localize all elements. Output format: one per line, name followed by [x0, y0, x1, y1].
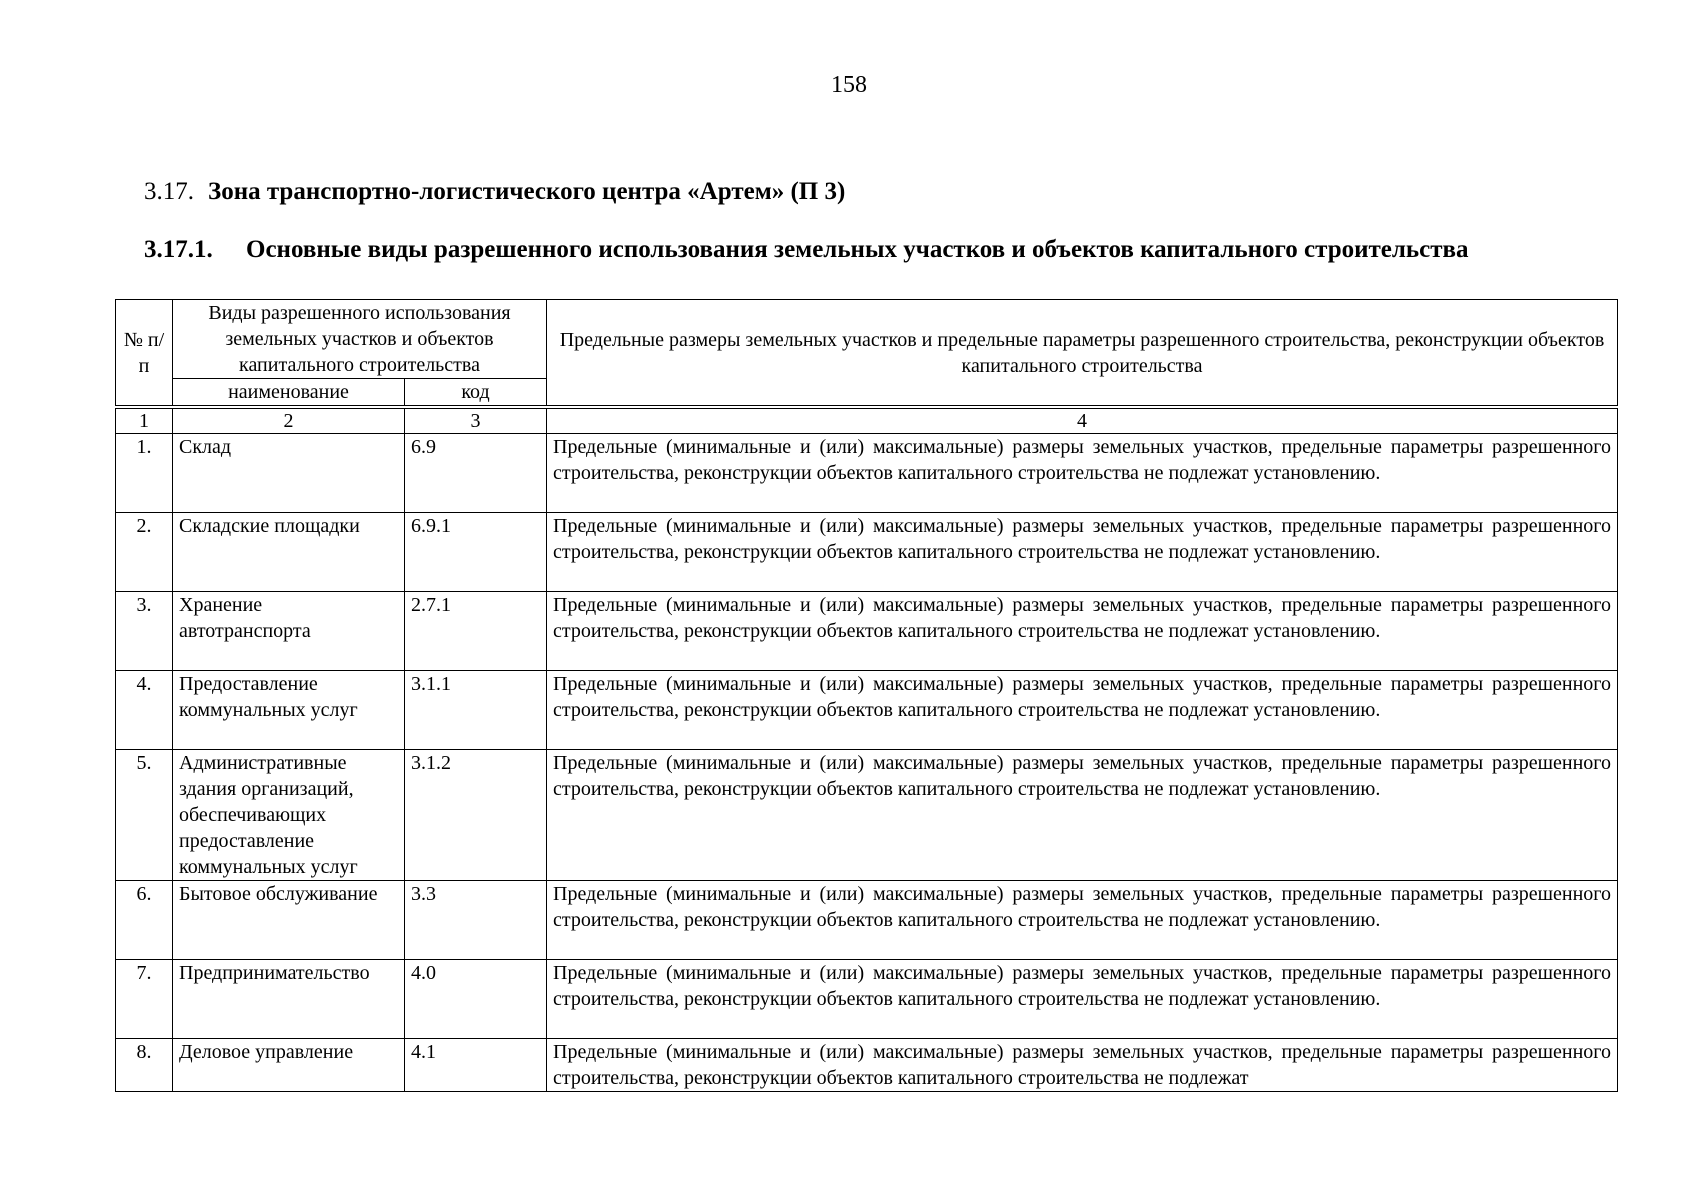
use-code: 3.3 — [405, 881, 547, 960]
row-number: 6. — [116, 881, 173, 960]
column-number: 2 — [173, 407, 405, 434]
use-name: Предпринимательство — [173, 960, 405, 1039]
use-name: Складские площадки — [173, 513, 405, 592]
use-params: Предельные (минимальные и (или) максимальные) размеры земельных участков, предельные параметры разрешенного строительства, реконструкции объектов капитального строительства не подлежат установлению. — [547, 960, 1618, 1039]
table-row — [116, 592, 1618, 671]
subsection-heading — [144, 234, 1616, 265]
column-number: 4 — [547, 407, 1618, 434]
row-number: 8. — [116, 1039, 173, 1092]
section-heading — [144, 178, 845, 206]
use-code: 3.1.1 — [405, 671, 547, 750]
use-params: Предельные (минимальные и (или) максимальные) размеры земельных участков, предельные параметры разрешенного строительства, реконструкции объектов капитального строительства не подлежат — [547, 1039, 1618, 1092]
use-params: Предельные (минимальные и (или) максимальные) размеры земельных участков, предельные параметры разрешенного строительства, реконструкции объектов капитального строительства не подлежат установлению. — [547, 513, 1618, 592]
column-numbers-row — [116, 407, 1618, 434]
use-params: Предельные (минимальные и (или) максимальные) размеры земельных участков, предельные параметры разрешенного строительства, реконструкции объектов капитального строительства не подлежат установлению. — [547, 881, 1618, 960]
row-number: 2. — [116, 513, 173, 592]
row-number: 5. — [116, 750, 173, 881]
use-params: Предельные (минимальные и (или) максимальные) размеры земельных участков, предельные параметры разрешенного строительства, реконструкции объектов капитального строительства не подлежат установлению. — [547, 671, 1618, 750]
table-header-row — [116, 300, 1618, 379]
row-number: 7. — [116, 960, 173, 1039]
table-row — [116, 1039, 1618, 1092]
header-code: код — [405, 379, 547, 408]
subsection-title: Основные виды разрешенного использования земельных участков и объектов капитального строительства — [246, 236, 1469, 263]
use-code: 4.0 — [405, 960, 547, 1039]
use-name: Склад — [173, 434, 405, 513]
use-params: Предельные (минимальные и (или) максимальные) размеры земельных участков, предельные параметры разрешенного строительства, реконструкции объектов капитального строительства не подлежат установлению. — [547, 434, 1618, 513]
page-number: 158 — [831, 72, 867, 98]
section-title: Зона транспортно-логистического центра «Артем» (П 3) — [208, 178, 846, 205]
use-code: 6.9 — [405, 434, 547, 513]
use-name: Бытовое обслуживание — [173, 881, 405, 960]
header-params: Предельные размеры земельных участков и предельные параметры разрешенного строительства, реконструкции объектов капитального строительства — [547, 300, 1618, 408]
use-code: 4.1 — [405, 1039, 547, 1092]
header-name: наименование — [173, 379, 405, 408]
use-code: 2.7.1 — [405, 592, 547, 671]
header-num: № п/п — [116, 300, 173, 408]
column-number: 3 — [405, 407, 547, 434]
header-uses-group: Виды разрешенного использования земельных участков и объектов капитального строительства — [173, 300, 547, 379]
permitted-uses-table — [115, 299, 1618, 1092]
table-row — [116, 434, 1618, 513]
use-params: Предельные (минимальные и (или) максимальные) размеры земельных участков, предельные параметры разрешенного строительства, реконструкции объектов капитального строительства не подлежат установлению. — [547, 592, 1618, 671]
table-row — [116, 513, 1618, 592]
row-number: 3. — [116, 592, 173, 671]
subsection-number: 3.17.1. — [144, 236, 213, 263]
table-row — [116, 671, 1618, 750]
table-row — [116, 881, 1618, 960]
column-number: 1 — [116, 407, 173, 434]
use-name: Предоставление коммунальных услуг — [173, 671, 405, 750]
table-row — [116, 960, 1618, 1039]
use-code: 6.9.1 — [405, 513, 547, 592]
use-name: Деловое управление — [173, 1039, 405, 1092]
row-number: 4. — [116, 671, 173, 750]
use-name: Хранение автотранспорта — [173, 592, 405, 671]
table-row — [116, 750, 1618, 881]
section-number: 3.17. — [144, 178, 194, 205]
use-code: 3.1.2 — [405, 750, 547, 881]
use-params: Предельные (минимальные и (или) максимальные) размеры земельных участков, предельные параметры разрешенного строительства, реконструкции объектов капитального строительства не подлежат установлению. — [547, 750, 1618, 881]
row-number: 1. — [116, 434, 173, 513]
use-name: Административные здания организаций, обеспечивающих предоставление коммунальных услуг — [173, 750, 405, 881]
